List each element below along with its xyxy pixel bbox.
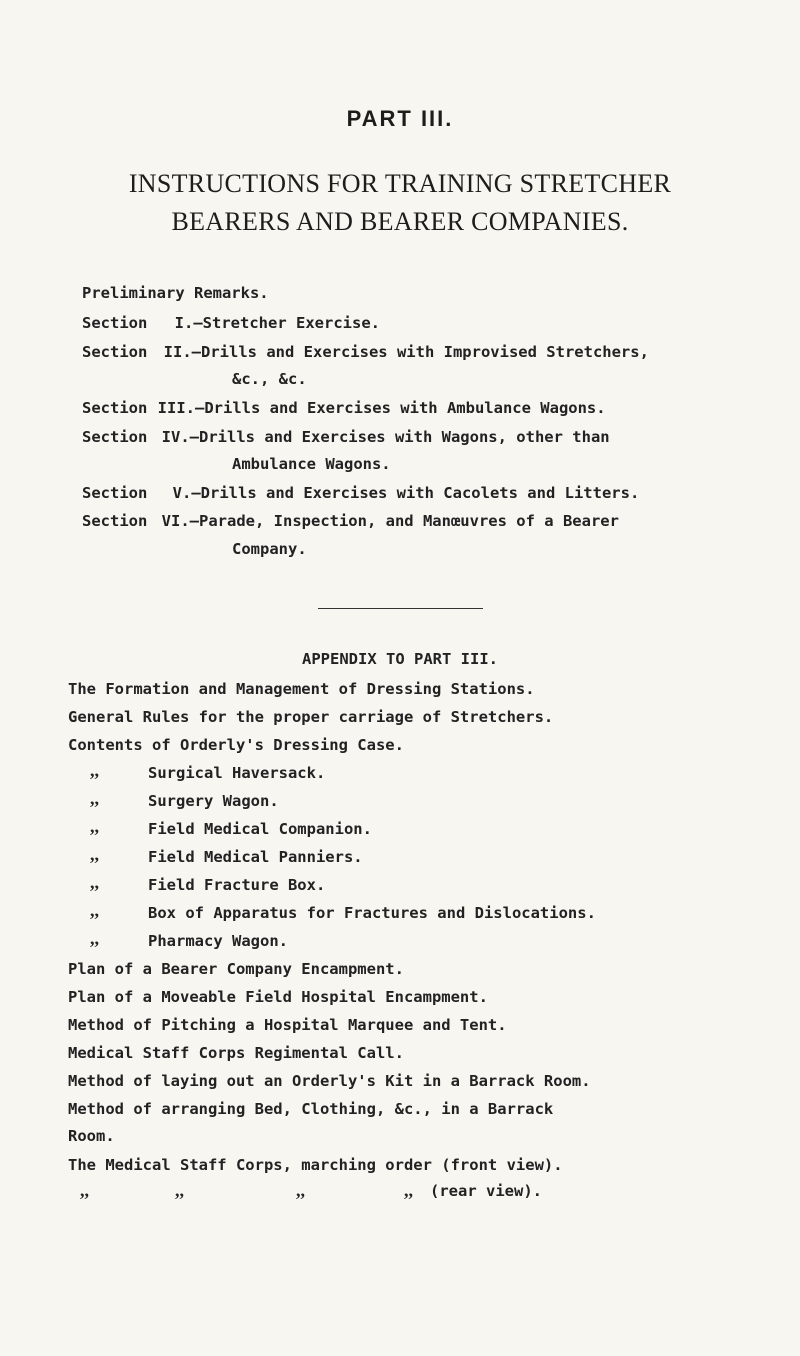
ditto-mark: ,,: [90, 900, 99, 920]
appendix-subitem: Box of Apparatus for Fractures and Dislocations.: [148, 904, 596, 922]
part-heading: PART III.: [346, 106, 454, 131]
divider-rule: [318, 608, 483, 609]
section-text: —Parade, Inspection, and Manœuvres of a Bearer: [189, 512, 619, 530]
ditto-mark: ,,: [80, 1180, 89, 1200]
ditto-mark: ,,: [90, 760, 99, 780]
appendix-item: Contents of Orderly's Dressing Case.: [68, 736, 404, 754]
appendix-item: Method of laying out an Orderly's Kit in a Barrack Room.: [68, 1072, 591, 1090]
title-line-1: INSTRUCTIONS FOR TRAINING STRETCHER: [128, 169, 672, 198]
section-text: —Drills and Exercises with Cacolets and Litters.: [191, 484, 640, 502]
section-item: [82, 512, 619, 530]
section-number: V.: [172, 484, 192, 502]
section-text-continued: &c., &c.: [232, 370, 307, 388]
section-label: Section: [82, 428, 148, 446]
title-line-2: BEARERS AND BEARER COMPANIES.: [171, 207, 629, 236]
section-label: Section: [82, 314, 148, 332]
preliminary-remarks: Preliminary Remarks.: [82, 284, 269, 302]
ditto-mark: ,,: [90, 788, 99, 808]
section-text: —Stretcher Exercise.: [193, 314, 380, 332]
appendix-subitem: Surgery Wagon.: [148, 792, 279, 810]
section-label: Section: [82, 343, 148, 361]
section-number: IV.: [161, 428, 190, 446]
section-number: I.: [174, 314, 194, 332]
appendix-item: Plan of a Bearer Company Encampment.: [68, 960, 404, 978]
appendix-subitem: Field Medical Companion.: [148, 820, 372, 838]
appendix-subitem: Field Medical Panniers.: [148, 848, 363, 866]
appendix-item: The Medical Staff Corps, marching order (front view).: [68, 1156, 563, 1174]
section-item: [82, 484, 639, 502]
section-label: Section: [82, 512, 148, 530]
section-item: [82, 314, 380, 332]
section-label: Section: [82, 399, 148, 417]
appendix-item: Method of arranging Bed, Clothing, &c., in a Barrack: [68, 1100, 554, 1118]
ditto-mark: ,,: [404, 1180, 413, 1200]
section-number: VI.: [161, 512, 190, 530]
appendix-item-continued: Room.: [68, 1127, 115, 1145]
section-text: —Drills and Exercises with Wagons, other than: [189, 428, 610, 446]
section-item: [82, 399, 606, 417]
appendix-heading: APPENDIX TO PART III.: [302, 650, 498, 668]
section-label: Section: [82, 484, 148, 502]
ditto-mark: ,,: [175, 1180, 184, 1200]
ditto-mark: ,,: [90, 844, 99, 864]
section-text-continued: Ambulance Wagons.: [232, 455, 391, 473]
section-item: [82, 428, 610, 446]
appendix-item: General Rules for the proper carriage of Stretchers.: [68, 708, 554, 726]
page-title: [0, 165, 800, 241]
section-text: —Drills and Exercises with Ambulance Wagons.: [195, 399, 606, 417]
appendix-subitem: Pharmacy Wagon.: [148, 932, 288, 950]
appendix-item: Method of Pitching a Hospital Marquee and Tent.: [68, 1016, 507, 1034]
section-number: III.: [157, 399, 195, 417]
ditto-mark: ,,: [90, 928, 99, 948]
appendix-item: Medical Staff Corps Regimental Call.: [68, 1044, 404, 1062]
ditto-mark: ,,: [296, 1180, 305, 1200]
appendix-item-rear-view: (rear view).: [430, 1182, 542, 1200]
appendix-subitem: Field Fracture Box.: [148, 876, 326, 894]
appendix-subitem: Surgical Haversack.: [148, 764, 326, 782]
ditto-mark: ,,: [90, 872, 99, 892]
appendix-item: Plan of a Moveable Field Hospital Encampment.: [68, 988, 488, 1006]
section-item: [82, 343, 649, 361]
ditto-mark: ,,: [90, 816, 99, 836]
appendix-item: The Formation and Management of Dressing Stations.: [68, 680, 535, 698]
section-number: II.: [163, 343, 192, 361]
section-text-continued: Company.: [232, 540, 307, 558]
section-text: —Drills and Exercises with Improvised Stretchers,: [191, 343, 649, 361]
